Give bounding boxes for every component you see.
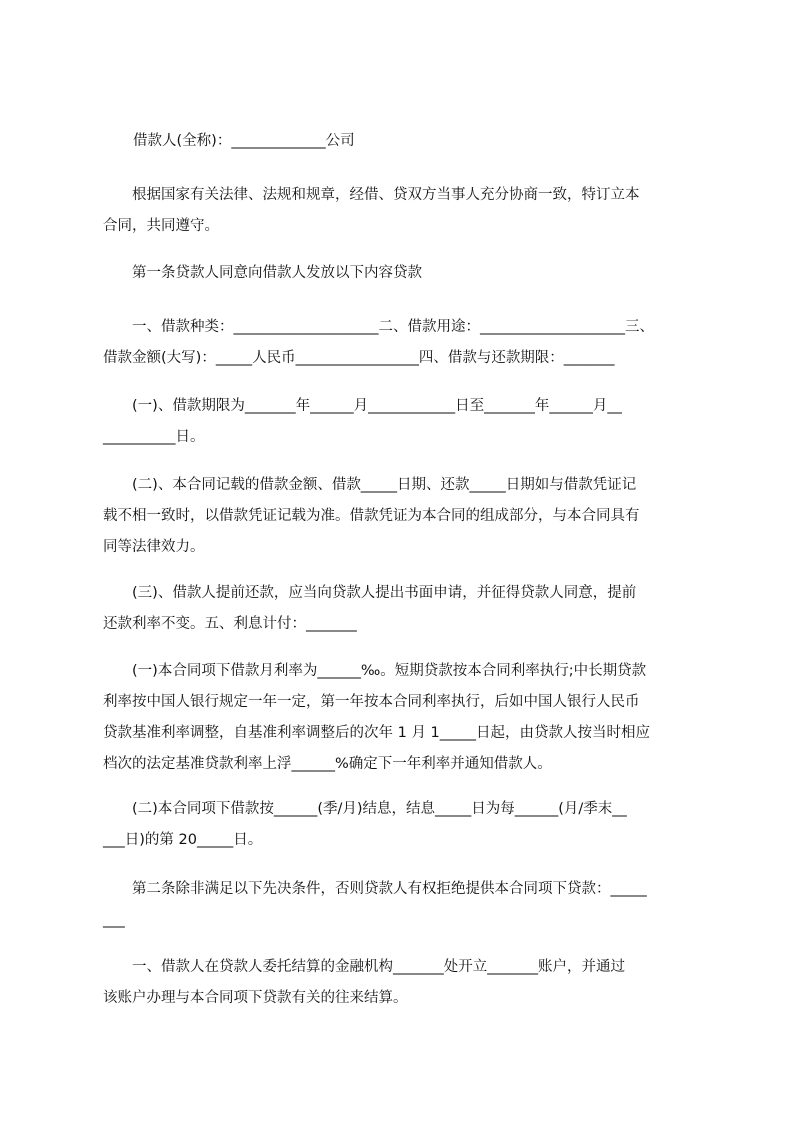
loan-record-paragraph — [103, 470, 703, 563]
text-line: (二)、本合同记载的借款金额、借款_____日期、还款_____日期如与借款凭证记 — [103, 477, 637, 493]
article-2-paragraph — [103, 874, 703, 936]
text-line: 还款利率不变。五、利息计付：_______ — [103, 616, 357, 632]
text-line: 载不相一致时，以借款凭证记载为准。借款凭证为本合同的组成部分，与本合同具有 — [103, 508, 640, 524]
loan-type-purpose-paragraph — [103, 312, 703, 374]
borrower-name-line — [103, 126, 703, 157]
early-repayment-paragraph — [103, 578, 703, 640]
account-opening-paragraph — [103, 952, 703, 1014]
text-line: (一)本合同项下借款月利率为______‰。短期贷款按本合同利率执行;中长期贷款 — [103, 663, 647, 679]
text-line: 档次的法定基准贷款利率上浮______%确定下一年利率并通知借款人。 — [103, 756, 552, 772]
text-line: 第二条除非满足以下先决条件，否则贷款人有权拒绝提供本合同项下贷款：_____ — [103, 881, 647, 897]
text-line: 第一条贷款人同意向借款人发放以下内容贷款 — [103, 265, 422, 281]
text-line: 合同，共同遵守。 — [103, 218, 219, 234]
text-line: (一)、借款期限为_______年______月____________日至_______年______月__ — [103, 398, 622, 414]
loan-term-paragraph — [103, 391, 703, 453]
preamble-paragraph — [103, 180, 703, 242]
text-line: 该账户办理与本合同项下贷款有关的往来结算。 — [103, 990, 408, 1006]
text-line: 利率按中国人银行规定一年一定，第一年按本合同利率执行，后如中国人银行人民币 — [103, 694, 640, 710]
text-line: 贷款基准利率调整，自基准利率调整后的次年 1 月 1_____日起，由贷款人按当时相应 — [103, 725, 651, 741]
text-line: ___ — [103, 912, 125, 928]
interest-settlement-paragraph — [103, 794, 703, 856]
text-line: (二)本合同项下借款按______(季/月)结息，结息_____日为每______(月/季末__ — [103, 801, 627, 817]
text-line: 一、借款人在贷款人委托结算的金融机构_______处开立_______账户，并通过 — [103, 959, 625, 975]
article-1-heading — [103, 258, 703, 289]
text-line: 根据国家有关法律、法规和规章，经借、贷双方当事人充分协商一致，特订立本 — [103, 187, 640, 203]
text-line: 借款人(全称)：_____________公司 — [133, 133, 355, 149]
text-line: 同等法律效力。 — [103, 539, 205, 555]
text-line: 一、借款种类：____________________二、借款用途：____________________三、 — [103, 319, 654, 335]
text-line: 借款金额(大写)：_____人民币_________________四、借款与还款期限：_______ — [103, 350, 615, 366]
text-line: __________日。 — [103, 429, 205, 445]
text-line: (三)、借款人提前还款，应当向贷款人提出书面申请，并征得贷款人同意，提前 — [103, 585, 637, 601]
text-line: ___日)的第 20_____日。 — [103, 832, 263, 848]
interest-rate-paragraph — [103, 656, 703, 780]
